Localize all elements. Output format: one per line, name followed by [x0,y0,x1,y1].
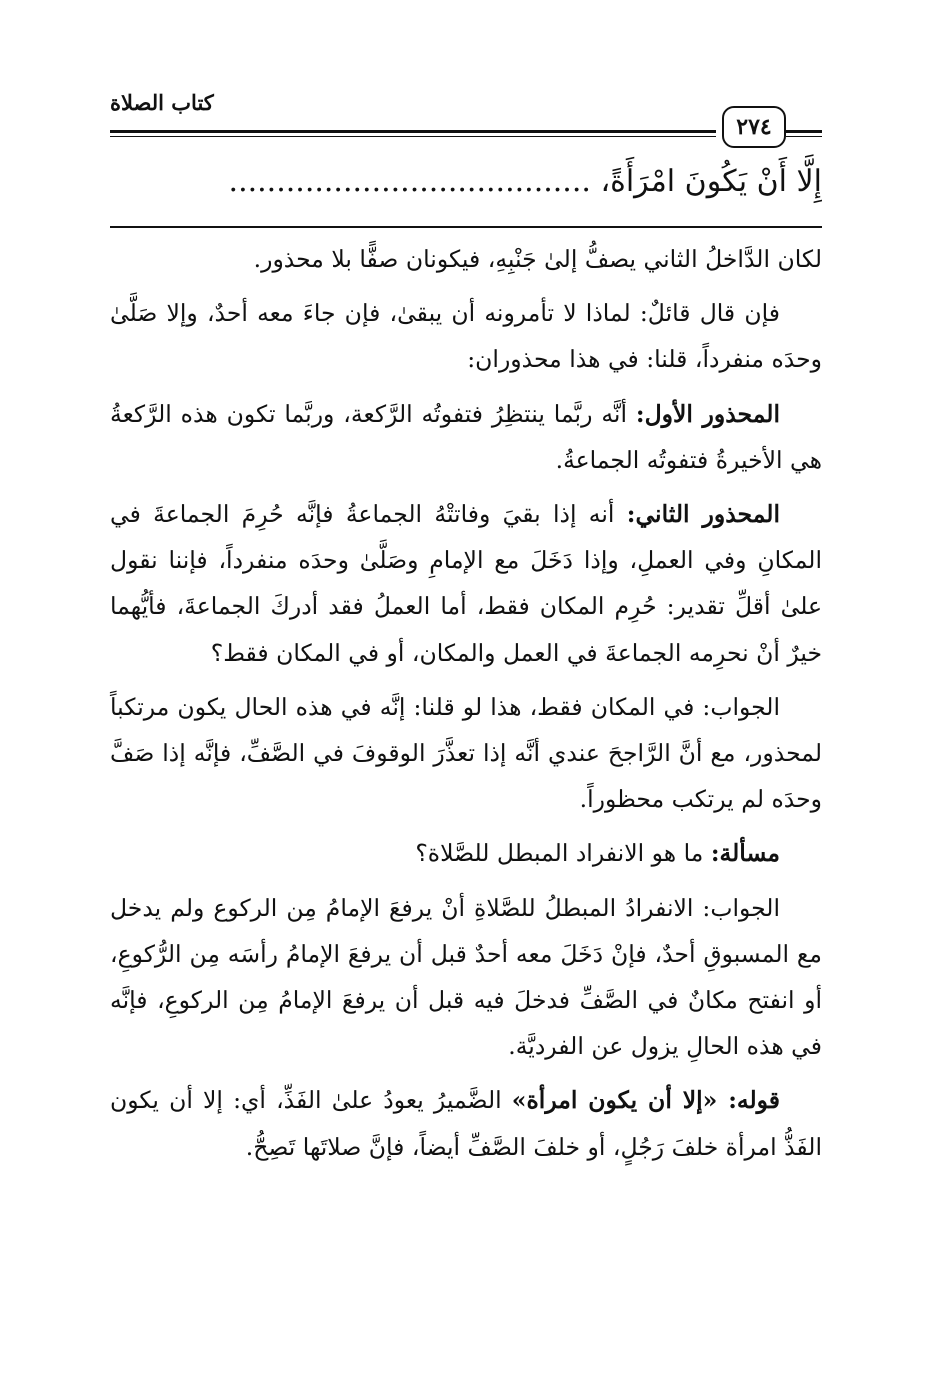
page-header [110,88,822,144]
paragraph-lead: المحذور الثاني: [626,500,780,529]
paragraph-text: الجواب: في المكان فقط، هذا لو قلنا: إنَّه في هذه الحال يكون مرتكباً لمحذور، مع أنَّ الرَّاجحَ عندي أنَّه إذا تعذَّرَ الوقوفَ في الصَّفِّ، فإنَّه إذا صَفَّ وحدَه لم يرتكب محظوراً. [110,692,822,814]
paragraph [110,830,822,876]
header-rule-thin [110,136,716,137]
paragraph-lead: قوله: «إلا أن يكون امرأة» [511,1086,780,1115]
paragraph-lead: المحذور الأول: [635,399,781,428]
paragraph [110,391,822,483]
paragraph-text: الضَّميرُ يعودُ علىٰ الفَذِّ، أي: إلا أن يكون الفَذُّ امرأة خلفَ رَجُلٍ، أو خلفَ الصَّفِّ أيضاً، فإنَّ صلاتَها تَصِحُّ. [110,1086,822,1161]
paragraph [110,491,822,676]
paragraph [110,1077,822,1169]
book-title: كتاب الصلاة [110,90,214,115]
header-rule-right [786,130,822,133]
header-rule [110,130,716,133]
paragraph-text: لكان الدَّاخلُ الثاني يصفُّ إلىٰ جَنْبِهِ، فيكونان صفًّا بلا محذور. [253,245,822,273]
page-number: ٢٧٤ [722,106,786,148]
paragraph-lead: مسألة: [710,839,780,868]
paragraph [110,885,822,1070]
matn-divider [110,226,822,228]
paragraph [110,236,822,282]
paragraph-text: ما هو الانفراد المبطل للصَّلاة؟ [415,839,711,868]
paragraph-text: أنه إذا بقيَ وفاتتْهُ الجماعةُ فإنَّه حُرِمَ الجماعةَ في المكانِ وفي العملِ، وإذا دَخَلَ مع الإمامِ وصَلَّىٰ وحدَه منفرداً، فإننا نقول علىٰ أقلِّ تقدير: حُرِم المكان فقط، أما العملُ فقد أدركَ الجماعةَ، فأيُّهما خيرٌ أنْ نحرِمه الجماعةَ في العمل والمكان، أو في المكان فقط؟ [110,500,822,667]
paragraph [110,684,822,823]
paragraph-text: الجواب: الانفرادُ المبطلُ للصَّلاةِ أنْ يرفعَ الإمامُ مِن الركوع ولم يدخل مع المسبوقِ أحدٌ، فإنْ دَخَلَ معه أحدٌ قبل أن يرفعَ الإمامُ رأسَه مِن الرُّكوعِ، أو انفتح مكانٌ في الصَّفِّ فدخلَ فيه قبل أن يرفعَ الإمامُ مِن الركوعِ، فإنَّه في هذه الحالِ يزول عن الفرديَّة. [110,893,822,1061]
paragraph-text: أنَّه ربَّما ينتظِرُ فتفوتُه الرَّكعة، وربَّما تكون هذه الرَّكعةُ هي الأخيرةُ فتفوتُه الجماعةُ. [110,399,822,474]
paragraph-text: فإن قال قائلٌ: لماذا لا تأمرونه أن يبقىٰ، فإن جاءَ معه أحدٌ، وإلا صَلَّىٰ وحدَه منفرداً، قلنا: في هذا محذوران: [110,299,822,374]
commentary-body [110,236,822,1178]
paragraph [110,290,822,382]
matn-line: إِلَّا أَنْ يَكُونَ امْرَأَةً، ...................................... [228,164,822,199]
header-rule-right-thin [786,136,822,137]
